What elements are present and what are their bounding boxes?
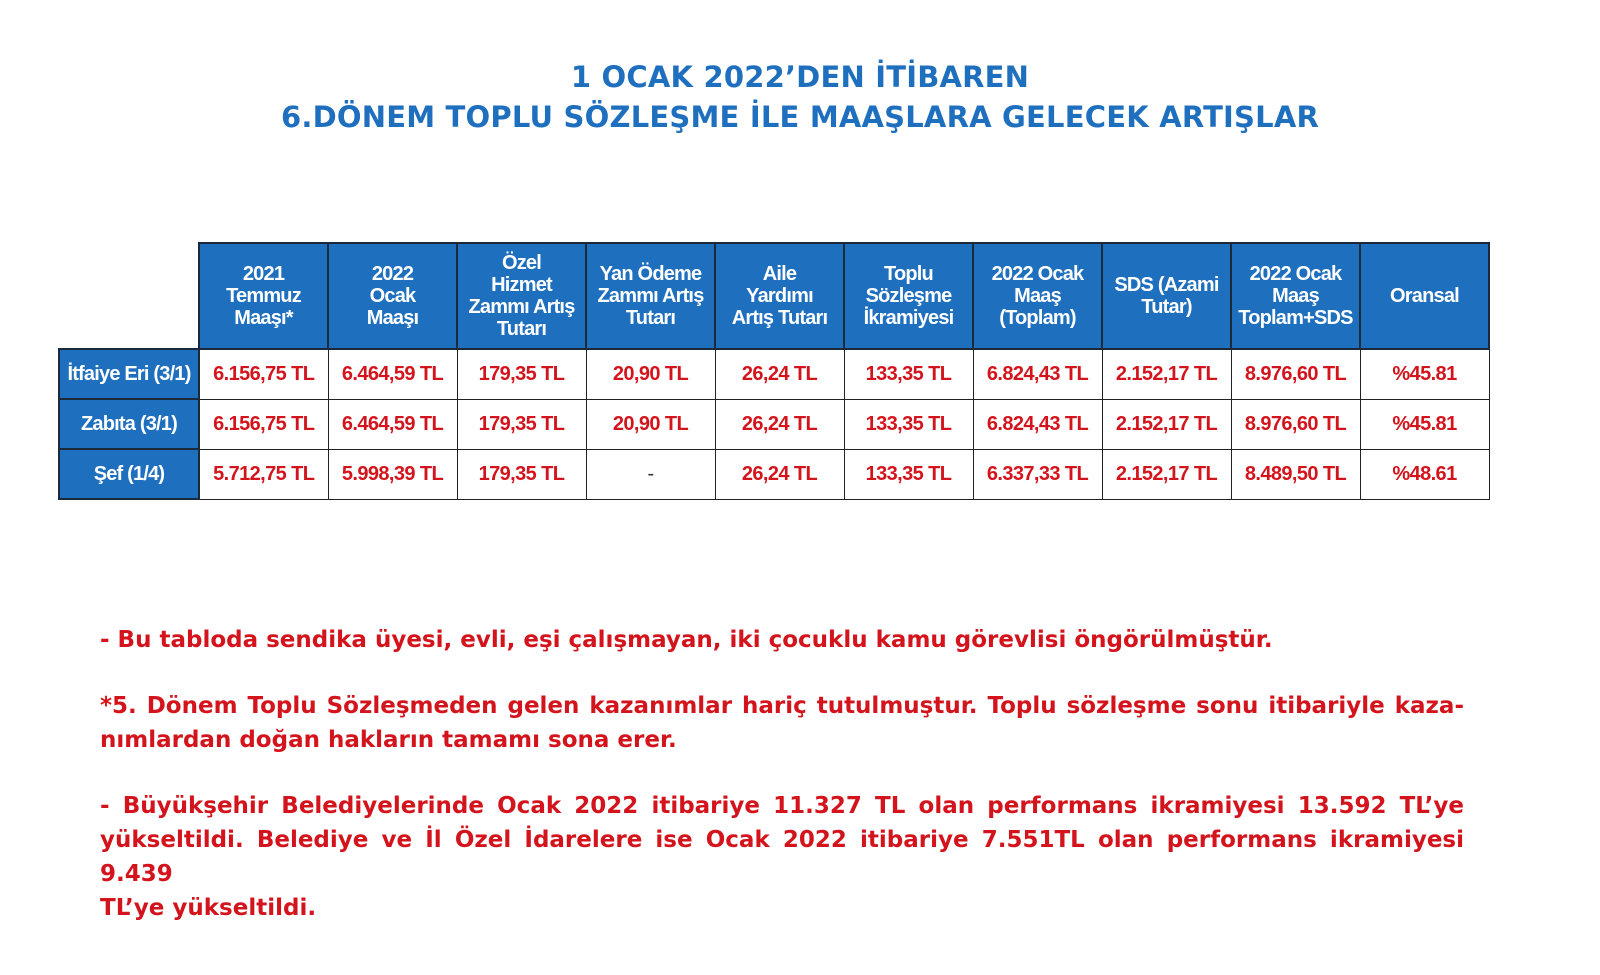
table-cell: 20,90 TL — [586, 399, 715, 449]
column-header-line: Hizmet — [491, 274, 552, 296]
column-header — [199, 243, 328, 349]
column-header-line: 2021 — [242, 263, 285, 285]
table-cell: 26,24 TL — [715, 449, 844, 499]
column-header-line: 2022 Ocak — [1249, 263, 1342, 285]
column-header-line: Artış Tutarı — [731, 307, 828, 329]
table-cell: 2.152,17 TL — [1102, 349, 1231, 399]
column-header-line: Sözleşme — [865, 285, 952, 307]
table-cell: 8.976,60 TL — [1231, 399, 1360, 449]
table-cell: 6.464,59 TL — [328, 399, 457, 449]
column-header-line: SDS (Azami — [1114, 274, 1219, 296]
column-header-line: Yan Ödeme — [599, 263, 702, 285]
table-cell: 8.489,50 TL — [1231, 449, 1360, 499]
column-header-line: Toplam+SDS — [1238, 307, 1353, 329]
column-header — [457, 243, 586, 349]
table-header-row — [59, 243, 1489, 349]
table-cell: 8.976,60 TL — [1231, 349, 1360, 399]
note-line: *5. Dönem Toplu Sözleşmeden gelen kazanımlar hariç tutulmuştur. Toplu sözleşme sonu itibariyle kaza- — [100, 693, 1464, 719]
column-header-line: 2022 Ocak — [991, 263, 1084, 285]
column-header-line: Yardımı — [746, 285, 813, 307]
note-line: nımlardan doğan hakların tamamı sona erer. — [100, 727, 677, 753]
table-cell: 179,35 TL — [457, 399, 586, 449]
column-header-line: Maaşı* — [234, 307, 293, 329]
note-family-assumption: - Bu tabloda sendika üyesi, evli, eşi çalışmayan, iki çocuklu kamu görevlisi öngörülmüştür. — [100, 627, 1273, 653]
table-cell: 26,24 TL — [715, 399, 844, 449]
column-header-line: Özel — [501, 252, 542, 274]
note-fifth-term-exclusion — [100, 689, 1464, 757]
column-header — [328, 243, 457, 349]
table-cell: 6.156,75 TL — [199, 399, 328, 449]
row-header: İtfaiye Eri (3/1) — [59, 349, 199, 399]
note-line: yükseltildi. Belediye ve İl Özel İdarelere ise Ocak 2022 itibariye 7.551TL olan performans ikramiyesi 9.439 — [100, 827, 1464, 887]
page-title-line-1: 1 OCAK 2022’DEN İTİBAREN — [570, 60, 1030, 94]
column-header-line: Maaş — [1272, 285, 1319, 307]
table-cell: 6.337,33 TL — [973, 449, 1102, 499]
note-line: - Büyükşehir Belediyelerinde Ocak 2022 itibariye 11.327 TL olan performans ikramiyesi 13.592 TL’ye — [100, 793, 1464, 819]
row-header: Zabıta (3/1) — [59, 399, 199, 449]
note-performance-bonus — [100, 789, 1464, 925]
column-header-line: Zammı Artış — [597, 285, 704, 307]
column-header-line: Aile — [762, 263, 797, 285]
column-header — [1360, 243, 1489, 349]
table-cell: 5.712,75 TL — [199, 449, 328, 499]
table-corner — [59, 243, 199, 349]
column-header-line: Ocak — [369, 285, 416, 307]
table-cell: 20,90 TL — [586, 349, 715, 399]
column-header-line: İkramiyesi — [863, 307, 954, 329]
table-cell: 6.156,75 TL — [199, 349, 328, 399]
table-cell: %45.81 — [1360, 399, 1489, 449]
table-cell: 133,35 TL — [844, 449, 973, 499]
column-header — [715, 243, 844, 349]
table-cell: %48.61 — [1360, 449, 1489, 499]
column-header-line: Maaşı — [366, 307, 419, 329]
salary-increase-table — [58, 242, 1490, 500]
column-header-line: Zammı Artış — [468, 296, 575, 318]
column-header-line: Tutar) — [1141, 296, 1192, 318]
column-header — [1231, 243, 1360, 349]
table-cell: 179,35 TL — [457, 349, 586, 399]
column-header-line: Toplu — [884, 263, 933, 285]
column-header-line: Tutarı — [625, 307, 676, 329]
table-cell: 26,24 TL — [715, 349, 844, 399]
column-header — [844, 243, 973, 349]
column-header — [586, 243, 715, 349]
note-line: TL’ye yükseltildi. — [100, 895, 317, 921]
table-cell: 179,35 TL — [457, 449, 586, 499]
column-header-line: Oransal — [1390, 285, 1459, 307]
page-title-line-2: 6.DÖNEM TOPLU SÖZLEŞME İLE MAAŞLARA GELECEK ARTIŞLAR — [281, 100, 1319, 134]
table-row — [59, 449, 1489, 499]
column-header-line: Maaş — [1014, 285, 1061, 307]
column-header — [973, 243, 1102, 349]
column-header-line: Tutarı — [496, 318, 547, 340]
table-row — [59, 399, 1489, 449]
row-header: Şef (1/4) — [59, 449, 199, 499]
table-cell: 2.152,17 TL — [1102, 449, 1231, 499]
table-cell: 133,35 TL — [844, 349, 973, 399]
column-header — [1102, 243, 1231, 349]
table-cell: 2.152,17 TL — [1102, 399, 1231, 449]
table-cell: 5.998,39 TL — [328, 449, 457, 499]
table-cell: %45.81 — [1360, 349, 1489, 399]
table-cell: 6.824,43 TL — [973, 349, 1102, 399]
table-cell: - — [586, 449, 715, 499]
table-row — [59, 349, 1489, 399]
table-cell: 6.824,43 TL — [973, 399, 1102, 449]
column-header-line: 2022 — [371, 263, 414, 285]
column-header-line: Temmuz — [226, 285, 301, 307]
column-header-line: (Toplam) — [999, 307, 1076, 329]
table-cell: 6.464,59 TL — [328, 349, 457, 399]
table-cell: 133,35 TL — [844, 399, 973, 449]
